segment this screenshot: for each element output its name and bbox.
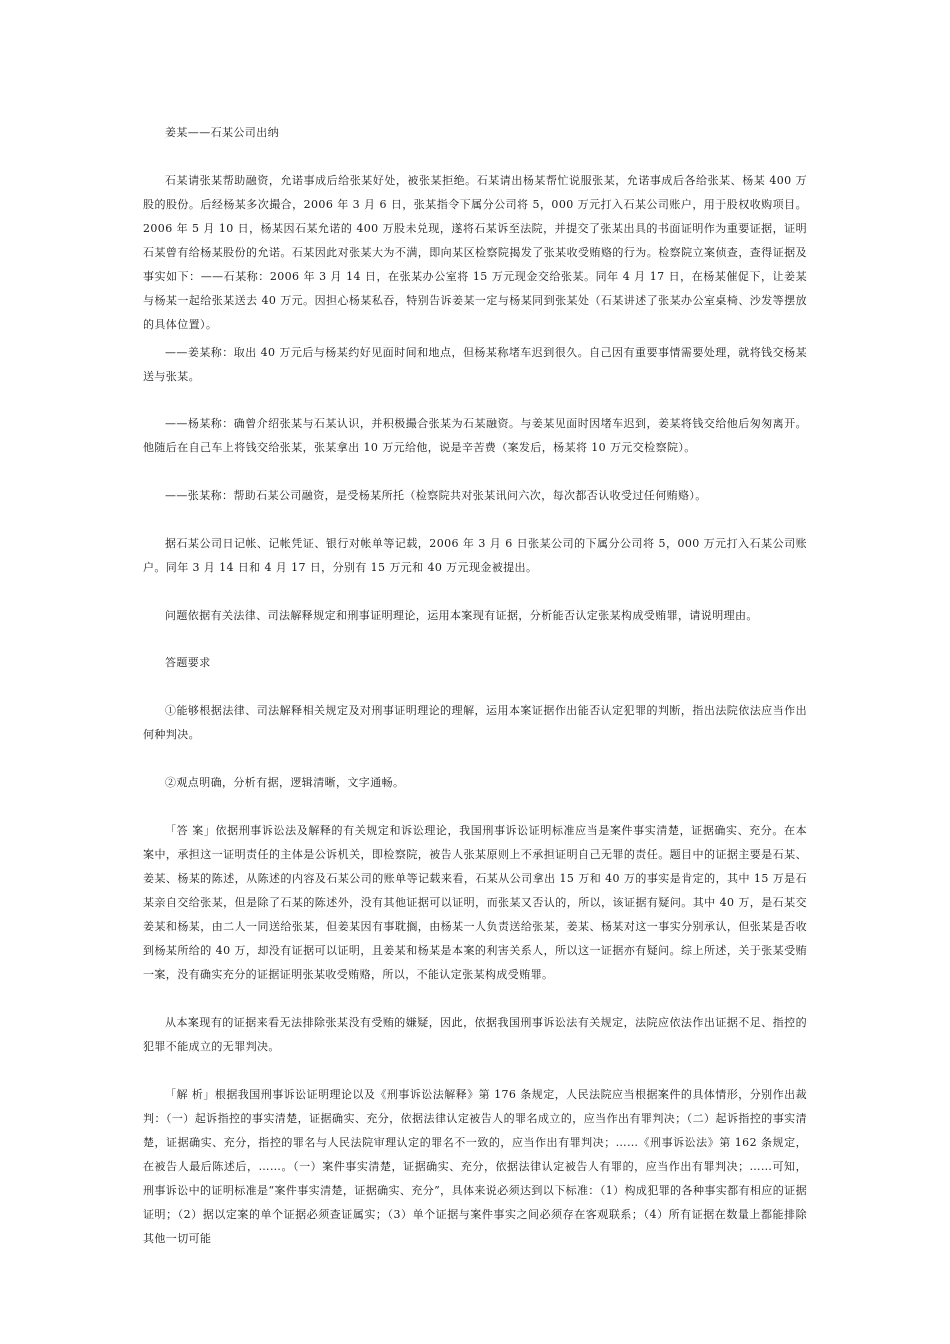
company-records-paragraph: 据石某公司日记帐、记帐凭证、银行对帐单等记载，2006 年 3 月 6 日张某公司的下属分公司将 5，000 万元打入石某公司账户。同年 3 月 14 日和 4 月 17 日，分别有 15 万元和 40 万元现金被提出。 <box>143 537 807 574</box>
answer-paragraph: 「答 案」依据刑事诉讼法及解释的有关规定和诉讼理论，我国刑事诉讼证明标准应当是案件事实清楚，证据确实、充分。在本案中，承担这一证明责任的主体是公诉机关，即检察院，被告人张某原则上不承担证明自己无罪的责任。题目中的证据主要是石某、姜某、杨某的陈述，从陈述的内容及石某公司的账单等记载来看，石某从公司拿出 15 万和 40 万的事实是肯定的，其中 15 万是石某亲自交给张某，但是除了石某的陈述外，没有其他证据可以证明，而张某又否认的，所以，该证据有疑问。其中 40 万，是石某交姜某和杨某，由二人一同送给张某，但姜某因有事耽搁，由杨某一人负责送给张某，姜某、杨某对这一事实分别承认，但张某是否收到杨某所给的 40 万，却没有证据可以证明，且姜某和杨某是本案的利害关系人，所以这一证据亦有疑问。综上所述，关于张某受贿一案，没有确实充分的证据证明张某收受贿赂，所以，不能认定张某构成受贿罪。 <box>143 824 807 981</box>
document-heading: 姜某——石某公司出纳 <box>165 126 279 139</box>
zhang-statement-paragraph: ——张某称：帮助石某公司融资，是受杨某所托（检察院共对张某讯问六次，每次都否认收受过任何贿赂）。 <box>165 489 707 502</box>
case-facts-paragraph: 石某请张某帮助融资，允诺事成后给张某好处，被张某拒绝。石某请出杨某帮忙说服张某，允诺事成后各给张某、杨某 400 万股的股份。后经杨某多次撮合，2006 年 3 月 6 日，张某指令下属分公司将 5，000 万元打入石某公司账户，用于股权收购项目。2006 年 5 月 10 日，杨某因石某允诺的 400 万股未兑现，遂将石某诉至法院，并提交了张某出具的书面证明作为重要证据，证明石某曾有给杨某股份的允诺。石某因此对张某大为不满，即向某区检察院揭发了张某收受贿赂的行为。检察院立案侦查，查得证据及事实如下：——石某称：2006 年 3 月 14 日，在张某办公室将 15 万元现金交给张某。同年 4 月 17 日，在杨某催促下，让姜某与杨某一起给张某送去 40 万元。因担心杨某私吞，特别告诉姜某一定与杨某同到张某处（石某讲述了张某办公室桌椅、沙发等摆放的具体位置）。 <box>143 174 807 331</box>
requirements-heading: 答题要求 <box>165 656 211 669</box>
analysis-paragraph: 「解 析」根据我国刑事诉讼证明理论以及《刑事诉讼法解释》第 176 条规定，人民法院应当根据案件的具体情形，分别作出裁判：（一）起诉指控的事实清楚，证据确实、充分，依据法律认定被告人的罪名成立的，应当作出有罪判决；（二）起诉指控的事实清楚，证据确实、充分，指控的罪名与人民法院审理认定的罪名不一致的，应当作出有罪判决；……《刑事诉讼法》第 162 条规定，在被告人最后陈述后，……。（一）案件事实清楚，证据确实、充分，依据法律认定被告人有罪的，应当作出有罪判决；……可知，刑事诉讼中的证明标准是“案件事实清楚，证据确实、充分”，具体来说必须达到以下标准：（1）构成犯罪的各种事实都有相应的证据证明；（2）据以定案的单个证据必须查证属实；（3）单个证据与案件事实之间必须存在客观联系；（4）所有证据在数量上都能排除其他一切可能 <box>143 1088 807 1245</box>
jiang-statement-paragraph: ——姜某称：取出 40 万元后与杨某约好见面时间和地点，但杨某称堵车迟到很久。自己因有重要事情需要处理，就将钱交杨某送与张某。 <box>143 346 807 383</box>
yang-statement-paragraph: ——杨某称：确曾介绍张某与石某认识，并积极撮合张某为石某融资。与姜某见面时因堵车迟到，姜某将钱交给他后匆匆离开。他随后在自己车上将钱交给张某，张某拿出 10 万元给他，说是辛苦费（案发后，杨某将 10 万元交检察院）。 <box>143 417 807 454</box>
question-paragraph: 问题依据有关法律、司法解释规定和刑事证明理论，运用本案现有证据，分析能否认定张某构成受贿罪，请说明理由。 <box>165 609 758 622</box>
requirement-1-paragraph: ①能够根据法律、司法解释相关规定及对刑事证明理论的理解，运用本案证据作出能否认定犯罪的判断，指出法院依法应当作出何种判决。 <box>143 704 807 741</box>
answer-conclusion-paragraph: 从本案现有的证据来看无法排除张某没有受贿的嫌疑，因此，依据我国刑事诉讼法有关规定，法院应依法作出证据不足、指控的犯罪不能成立的无罪判决。 <box>143 1016 807 1053</box>
requirement-2-paragraph: ②观点明确，分析有据，逻辑清晰，文字通畅。 <box>165 776 405 789</box>
